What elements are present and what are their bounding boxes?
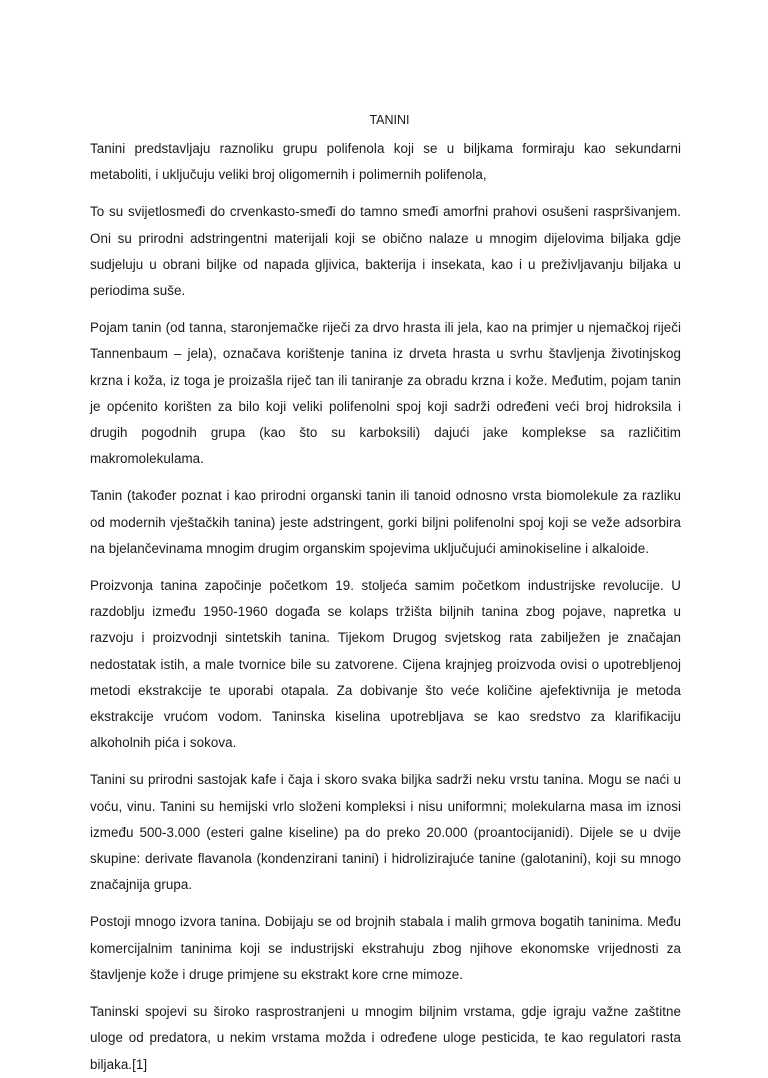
paragraph-6: Tanini su prirodni sastojak kafe i čaja i skoro svaka biljka sadrži neku vrstu tanina. Mogu se naći u voću, vinu. Tanini su hemijski vrlo složeni kompleksi i nisu uniformni; molekularna masa im iznosi između 500-3.000 (esteri galne kiseline) pa do preko 20.000 (proantocijanidi). Dijele se u dvije skupine: derivate flavanola (kondenzirani tanini) i hidrolizirajuće tanine (galotanini), koji su mnogo značajnija grupa. bbox=[90, 772, 681, 893]
paragraph-3: Pojam tanin (od tanna, staronjemačke riječi za drvo hrasta ili jela, kao na primjer u njemačkoj riječi Tannenbaum – jela), označava korištenje tanina iz drveta hrasta u svrhu štavljenja životinjskog krzna i koža, iz toga je proizašla riječ tan ili taniranje za obradu krzna i kože. Međutim, pojam tanin je općenito korišten za bilo koji veliki polifenolni spoj koji sadrži određeni veći broj hidroksila i drugih pogodnih grupa (kao što su karboksili) dajući jake komplekse sa različitim makromolekulama. bbox=[90, 320, 681, 467]
paragraph-5: Proizvonja tanina započinje početkom 19. stoljeća samim početkom industrijske revolucije. U razdoblju između 1950-1960 događa se kolaps tržišta biljnih tanina zbog pojave, napretka u razvoju i proizvodnji sintetskih tanina. Tijekom Drugog svjetskog rata zabilježen je značajan nedostatak istih, a male tvornice bile su zatvorene. Cijena krajnjeg proizvoda ovisi o upotrebljenoj metodi ekstrakcije te uporabi otapala. Za dobivanje što veće količine ajefektivnija je metoda ekstrakcije vrućom vodom. Taninska kiselina upotrebljava se kao sredstvo za klarifikaciju alkoholnih pića i sokova. bbox=[90, 578, 681, 751]
paragraph-7: Postoji mnogo izvora tanina. Dobijaju se od brojnih stabala i malih grmova bogatih taninima. Među komercijalnim taninima koji se industrijski ekstrahuju zbog njihove ekonomske vrijednosti za štavljenje kože i druge primjene su ekstrakt kore crne mimoze. bbox=[90, 914, 681, 982]
paragraph-4: Tanin (također poznat i kao prirodni organski tanin ili tanoid odnosno vrsta biomolekule za razliku od modernih vještačkih tanina) jeste adstringent, gorki biljni polifenolni spoj koji se veže adsorbira na bjelančevinama mnogim drugim organskim spojevima uključujući aminokiseline i alkaloide. bbox=[90, 488, 681, 556]
paragraph-2: To su svijetlosmeđi do crvenkasto-smeđi do tamno smeđi amorfni prahovi osušeni raspršivanjem. Oni su prirodni adstringentni materijali koji se obično nalaze u mnogim dijelovima biljaka gdje sudjeluju u obrani biljke od napada gljivica, bakterija i insekata, kao i u preživljavanju biljaka u periodima suše. bbox=[90, 204, 681, 299]
paragraph-1: Tanini predstavljaju raznoliku grupu polifenola koji se u biljkama formiraju kao sekundarni metaboliti, i uključuju veliki broj oligomernih i polimernih polifenola, bbox=[90, 141, 681, 183]
paragraph-8: Taninski spojevi su široko rasprostranjeni u mnogim biljnim vrstama, gdje igraju važne zaštitne uloge od predatora, u nekim vrstama možda i određene uloge pesticida, te kao regulatori rasta biljaka.[1] bbox=[90, 1004, 681, 1072]
document-title: TANINI bbox=[369, 113, 410, 127]
